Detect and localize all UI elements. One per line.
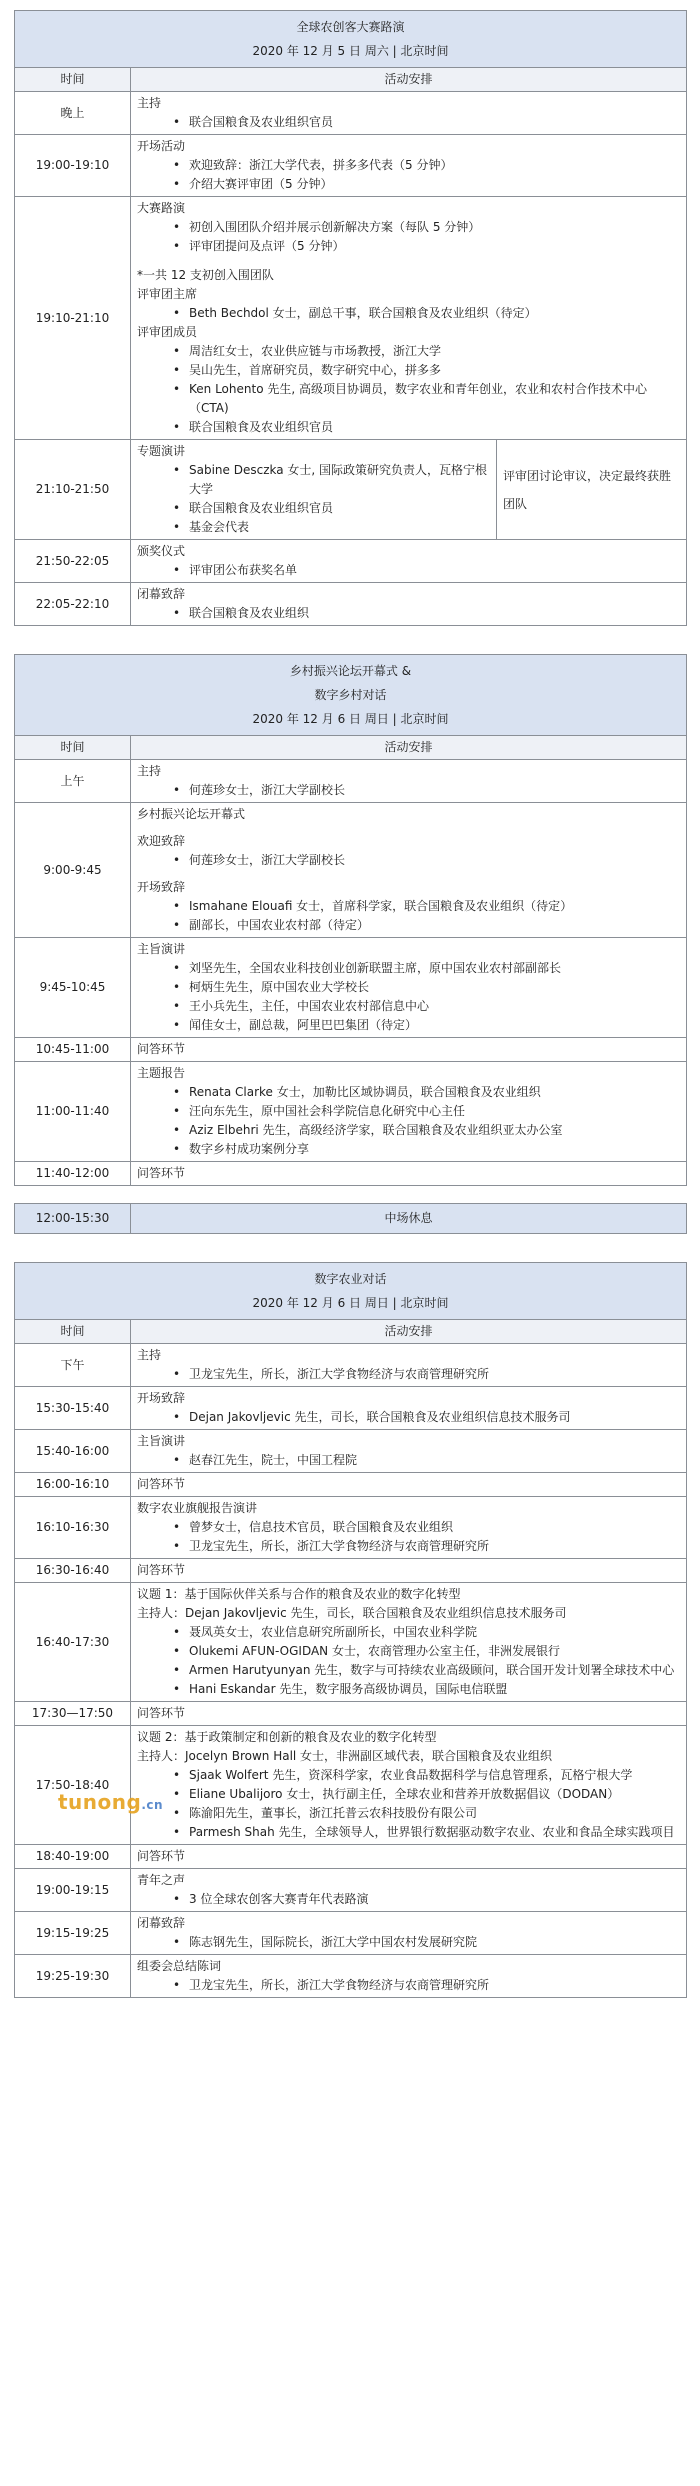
schedule-time: 10:45-11:00 xyxy=(15,1038,131,1062)
schedule-row xyxy=(15,583,687,626)
activity-subheading: 开场致辞 xyxy=(137,880,186,894)
schedule-time: 15:30-15:40 xyxy=(15,1387,131,1430)
bullet-item: • 闻佳女士，副总裁，阿里巴巴集团（待定） xyxy=(137,1016,680,1035)
schedule-activity xyxy=(131,938,687,1038)
section-title: 数字农业对话 xyxy=(314,1272,387,1286)
bullet-item: • Hani Eskandar 先生，数字服务高级协调员，国际电信联盟 xyxy=(137,1680,680,1699)
watermark-suffix: .cn xyxy=(141,1798,164,1812)
bullet-list xyxy=(137,781,680,800)
bullet-item: • 赵春江先生，院士，中国工程院 xyxy=(137,1451,680,1470)
bullet-list xyxy=(137,897,680,935)
schedule-row xyxy=(15,1955,687,1998)
bullet-item: • 联合国粮食及农业组织官员 xyxy=(137,113,680,132)
bullet-item: • 陈志钢先生，国际院长，浙江大学中国农村发展研究院 xyxy=(137,1933,680,1952)
break-label: 中场休息 xyxy=(131,1204,687,1234)
schedule-row xyxy=(15,1430,687,1473)
bullet-list xyxy=(137,218,680,256)
activity-heading: 青年之声 xyxy=(137,1873,186,1887)
bullet-list xyxy=(137,113,680,132)
schedule-time: 19:25-19:30 xyxy=(15,1955,131,1998)
bullet-item: • Olukemi AFUN-OGIDAN 女士，农商管理办公室主任，非洲发展银行 xyxy=(137,1642,680,1661)
schedule-time: 16:10-16:30 xyxy=(15,1497,131,1559)
schedule-time: 19:15-19:25 xyxy=(15,1912,131,1955)
activity-heading: 问答环节 xyxy=(137,1563,186,1577)
schedule-activity xyxy=(131,1726,687,1845)
schedule-row xyxy=(15,1497,687,1559)
bullet-item: • 周洁红女士，农业供应链与市场教授，浙江大学 xyxy=(137,342,680,361)
watermark-text: tunong xyxy=(58,1790,142,1814)
schedule-activity xyxy=(131,1912,687,1955)
section-gap xyxy=(14,1234,686,1262)
schedule-activity xyxy=(131,1038,687,1062)
section-title-cell xyxy=(15,1263,687,1320)
section-digital-agriculture-table xyxy=(14,1262,687,1998)
activity-heading: 主持 xyxy=(137,96,162,110)
bullet-item: • Aziz Elbehri 先生，高级经济学家，联合国粮食及农业组织亚太办公室 xyxy=(137,1121,680,1140)
section-title-cell xyxy=(15,655,687,736)
activity-note: *一共 12 支初创入围团队 xyxy=(137,268,274,282)
schedule-time: 17:50-18:40 xyxy=(15,1726,131,1845)
bullet-list xyxy=(137,1933,680,1952)
activity-heading: 议题 1：基于国际伙伴关系与合作的粮食及农业的数字化转型 xyxy=(137,1587,461,1601)
bullet-item: • Ismahane Elouafi 女士，首席科学家，联合国粮食及农业组织（待定） xyxy=(137,897,680,916)
bullet-item: • 何莲珍女士，浙江大学副校长 xyxy=(137,781,680,800)
activity-heading: 数字农业旗舰报告演讲 xyxy=(137,1501,258,1515)
schedule-row xyxy=(15,1583,687,1702)
column-header-activity: 活动安排 xyxy=(131,68,687,92)
schedule-activity xyxy=(131,1473,687,1497)
activity-heading: 问答环节 xyxy=(137,1166,186,1180)
activity-heading: 主持人：Dejan Jakovljevic 先生，司长，联合国粮食及农业组织信息技术服务司 xyxy=(137,1606,567,1620)
schedule-activity xyxy=(131,92,687,135)
activity-heading: 主旨演讲 xyxy=(137,942,186,956)
bullet-item: • 王小兵先生，主任，中国农业农村部信息中心 xyxy=(137,997,680,1016)
activity-heading: 主持 xyxy=(137,1348,162,1362)
section-title-cell xyxy=(15,11,687,68)
bullet-list xyxy=(137,342,680,437)
bullet-item: • 欢迎致辞：浙江大学代表，拼多多代表（5 分钟） xyxy=(137,156,680,175)
bullet-list xyxy=(137,1083,680,1159)
schedule-time: 22:05-22:10 xyxy=(15,583,131,626)
schedule-row xyxy=(15,92,687,135)
activity-heading: 主旨演讲 xyxy=(137,1434,186,1448)
section-gap xyxy=(14,626,686,654)
watermark-logo xyxy=(58,1790,163,1814)
schedule-activity xyxy=(131,1559,687,1583)
activity-heading: 评审团主席 xyxy=(137,287,198,301)
schedule-row xyxy=(15,1869,687,1912)
schedule-row xyxy=(15,1473,687,1497)
bullet-item: • Armen Harutyunyan 先生，数字与可持续农业高级顾问，联合国开发计划署全球技术中心 xyxy=(137,1661,680,1680)
schedule-row xyxy=(15,1726,687,1845)
bullet-list xyxy=(137,851,680,870)
section-date: 2020 年 12 月 5 日 周六 | 北京时间 xyxy=(252,44,449,58)
schedule-activity xyxy=(131,1387,687,1430)
break-time: 12:00-15:30 xyxy=(15,1204,131,1234)
activity-heading: 主题报告 xyxy=(137,1066,186,1080)
schedule-row xyxy=(15,1038,687,1062)
section-rural-forum-table xyxy=(14,654,687,1234)
break-row xyxy=(15,1204,687,1234)
bullet-item: • Ken Lohento 先生, 高级项目协调员，数字农业和青年创业，农业和农村合作技术中心（CTA) xyxy=(137,380,680,418)
schedule-time: 上午 xyxy=(15,760,131,803)
schedule-time: 19:00-19:15 xyxy=(15,1869,131,1912)
column-header-time: 时间 xyxy=(15,68,131,92)
section-digital-agriculture-rows xyxy=(15,1344,687,1998)
bullet-item: • 刘坚先生，全国农业科技创业创新联盟主席，原中国农业农村部副部长 xyxy=(137,959,680,978)
activity-heading: 问答环节 xyxy=(137,1477,186,1491)
schedule-activity xyxy=(131,440,497,540)
schedule-activity xyxy=(131,583,687,626)
bullet-list xyxy=(137,1890,680,1909)
schedule-time: 9:00-9:45 xyxy=(15,803,131,938)
activity-heading: 主持人：Jocelyn Brown Hall 女士，非洲副区域代表，联合国粮食及农业组织 xyxy=(137,1749,553,1763)
schedule-activity xyxy=(131,1583,687,1702)
schedule-activity xyxy=(131,1845,687,1869)
section-title-line-1: 乡村振兴论坛开幕式 & xyxy=(289,664,412,678)
schedule-time: 15:40-16:00 xyxy=(15,1430,131,1473)
schedule-row xyxy=(15,938,687,1038)
schedule-activity xyxy=(131,1344,687,1387)
schedule-activity xyxy=(131,1497,687,1559)
bullet-item: • Parmesh Shah 先生，全球领导人，世界银行数据驱动数字农业、农业和食品全球实践项目 xyxy=(137,1823,680,1842)
bullet-list xyxy=(137,604,680,623)
column-header-activity: 活动安排 xyxy=(131,1320,687,1344)
section-title: 全球农创客大赛路演 xyxy=(296,20,405,34)
bullet-list xyxy=(137,156,680,194)
judging-note: 评审团讨论审议，决定最终获胜团队 xyxy=(497,440,687,540)
bullet-item: • 联合国粮食及农业组织官员 xyxy=(137,418,680,437)
bullet-item: • 吴山先生，首席研究员，数字研究中心，拼多多 xyxy=(137,361,680,380)
bullet-item: • 联合国粮食及农业组织官员 xyxy=(137,499,490,518)
column-header-activity: 活动安排 xyxy=(131,736,687,760)
schedule-time: 21:10-21:50 xyxy=(15,440,131,540)
bullet-list xyxy=(137,1451,680,1470)
schedule-activity xyxy=(131,803,687,938)
bullet-list xyxy=(137,959,680,1035)
schedule-row xyxy=(15,1344,687,1387)
bullet-item: • 3 位全球农创客大赛青年代表路演 xyxy=(137,1890,680,1909)
schedule-time: 21:50-22:05 xyxy=(15,540,131,583)
bullet-list xyxy=(137,1976,680,1995)
schedule-row xyxy=(15,135,687,197)
bullet-item: • Dejan Jakovljevic 先生，司长，联合国粮食及农业组织信息技术服务司 xyxy=(137,1408,680,1427)
bullet-item: • 联合国粮食及农业组织 xyxy=(137,604,680,623)
activity-heading: 开场活动 xyxy=(137,139,186,153)
schedule-row xyxy=(15,1162,687,1186)
bullet-item: • 基金会代表 xyxy=(137,518,490,537)
schedule-time: 17:30—17:50 xyxy=(15,1702,131,1726)
column-header-time: 时间 xyxy=(15,736,131,760)
schedule-row xyxy=(15,1062,687,1162)
bullet-item: • 卫龙宝先生，所长，浙江大学食物经济与农商管理研究所 xyxy=(137,1976,680,1995)
bullet-item: • 何莲珍女士，浙江大学副校长 xyxy=(137,851,680,870)
bullet-list xyxy=(137,1408,680,1427)
schedule-row xyxy=(15,803,687,938)
schedule-time: 19:00-19:10 xyxy=(15,135,131,197)
column-header-time: 时间 xyxy=(15,1320,131,1344)
schedule-time: 16:30-16:40 xyxy=(15,1559,131,1583)
bullet-item: • 副部长，中国农业农村部（待定） xyxy=(137,916,680,935)
schedule-row xyxy=(15,1845,687,1869)
bullet-list xyxy=(137,561,680,580)
bullet-item: • 数字乡村成功案例分享 xyxy=(137,1140,680,1159)
bullet-item: • Beth Bechdol 女士，副总干事，联合国粮食及农业组织（待定） xyxy=(137,304,680,323)
bullet-item: • Eliane Ubalijoro 女士，执行副主任，全球农业和营养开放数据倡议（DODAN） xyxy=(137,1785,680,1804)
schedule-time: 19:10-21:10 xyxy=(15,197,131,440)
schedule-time: 11:40-12:00 xyxy=(15,1162,131,1186)
bullet-item: • 柯炳生先生，原中国农业大学校长 xyxy=(137,978,680,997)
section-roadshow-rows xyxy=(15,92,687,626)
schedule-row xyxy=(15,540,687,583)
bullet-list xyxy=(137,304,680,323)
schedule-row xyxy=(15,1702,687,1726)
bullet-item: • Sabine Desczka 女士, 国际政策研究负责人，瓦格宁根大学 xyxy=(137,461,490,499)
schedule-activity xyxy=(131,1430,687,1473)
spacer-row xyxy=(15,1186,687,1204)
bullet-item: • Sjaak Wolfert 先生，资深科学家，农业食品数据科学与信息管理系，瓦格宁根大学 xyxy=(137,1766,680,1785)
schedule-time: 18:40-19:00 xyxy=(15,1845,131,1869)
activity-heading: 组委会总结陈词 xyxy=(137,1959,222,1973)
schedule-activity xyxy=(131,1062,687,1162)
activity-heading: 评审团成员 xyxy=(137,325,198,339)
bullet-list xyxy=(137,1766,680,1842)
activity-heading: 颁奖仪式 xyxy=(137,544,186,558)
activity-heading: 乡村振兴论坛开幕式 xyxy=(137,807,246,821)
bullet-item: • 汪向东先生，原中国社会科学院信息化研究中心主任 xyxy=(137,1102,680,1121)
section-date: 2020 年 12 月 6 日 周日 | 北京时间 xyxy=(252,1296,449,1310)
bullet-item: • 卫龙宝先生，所长，浙江大学食物经济与农商管理研究所 xyxy=(137,1365,680,1384)
bullet-item: • 卫龙宝先生，所长，浙江大学食物经济与农商管理研究所 xyxy=(137,1537,680,1556)
schedule-activity xyxy=(131,1162,687,1186)
schedule-row xyxy=(15,760,687,803)
schedule-activity xyxy=(131,197,687,440)
schedule-time: 16:00-16:10 xyxy=(15,1473,131,1497)
activity-heading: 开场致辞 xyxy=(137,1391,186,1405)
bullet-list xyxy=(137,1623,680,1699)
section-title-line-2: 数字乡村对话 xyxy=(314,688,387,702)
bullet-list xyxy=(137,1518,680,1556)
schedule-time: 9:45-10:45 xyxy=(15,938,131,1038)
schedule-activity xyxy=(131,135,687,197)
bullet-item: • 评审团公布获奖名单 xyxy=(137,561,680,580)
section-roadshow-table xyxy=(14,10,687,626)
section-rural-forum-rows xyxy=(15,760,687,1186)
schedule-row xyxy=(15,1559,687,1583)
activity-heading: 专题演讲 xyxy=(137,444,186,458)
schedule-activity xyxy=(131,1869,687,1912)
bullet-item: • 评审团提问及点评（5 分钟） xyxy=(137,237,680,256)
activity-heading: 闭幕致辞 xyxy=(137,1916,186,1930)
bullet-item: • 介绍大赛评审团（5 分钟） xyxy=(137,175,680,194)
activity-heading: 闭幕致辞 xyxy=(137,587,186,601)
schedule-activity xyxy=(131,1955,687,1998)
activity-heading: 问答环节 xyxy=(137,1706,186,1720)
activity-heading: 问答环节 xyxy=(137,1849,186,1863)
schedule-activity xyxy=(131,540,687,583)
schedule-activity xyxy=(131,760,687,803)
schedule-activity xyxy=(131,1702,687,1726)
schedule-time: 晚上 xyxy=(15,92,131,135)
activity-subheading: 欢迎致辞 xyxy=(137,834,186,848)
schedule-time: 11:00-11:40 xyxy=(15,1062,131,1162)
bullet-item: • 曾梦女士，信息技术官员，联合国粮食及农业组织 xyxy=(137,1518,680,1537)
schedule-row xyxy=(15,1387,687,1430)
schedule-time: 16:40-17:30 xyxy=(15,1583,131,1702)
bullet-item: • 聂凤英女士，农业信息研究所副所长，中国农业科学院 xyxy=(137,1623,680,1642)
bullet-item: • 陈渝阳先生，董事长，浙江托普云农科技股份有限公司 xyxy=(137,1804,680,1823)
activity-heading: 主持 xyxy=(137,764,162,778)
bullet-item: • 初创入围团队介绍并展示创新解决方案（每队 5 分钟） xyxy=(137,218,680,237)
schedule-time: 下午 xyxy=(15,1344,131,1387)
activity-heading: 议题 2：基于政策制定和创新的粮食及农业的数字化转型 xyxy=(137,1730,437,1744)
schedule-row xyxy=(15,1912,687,1955)
bullet-item: • Renata Clarke 女士，加勒比区域协调员，联合国粮食及农业组织 xyxy=(137,1083,680,1102)
bullet-list xyxy=(137,1365,680,1384)
activity-heading: 问答环节 xyxy=(137,1042,186,1056)
activity-heading: 大赛路演 xyxy=(137,201,186,215)
schedule-row xyxy=(15,197,687,440)
schedule-row xyxy=(15,440,687,540)
bullet-list xyxy=(137,461,490,537)
section-date: 2020 年 12 月 6 日 周日 | 北京时间 xyxy=(252,712,449,726)
